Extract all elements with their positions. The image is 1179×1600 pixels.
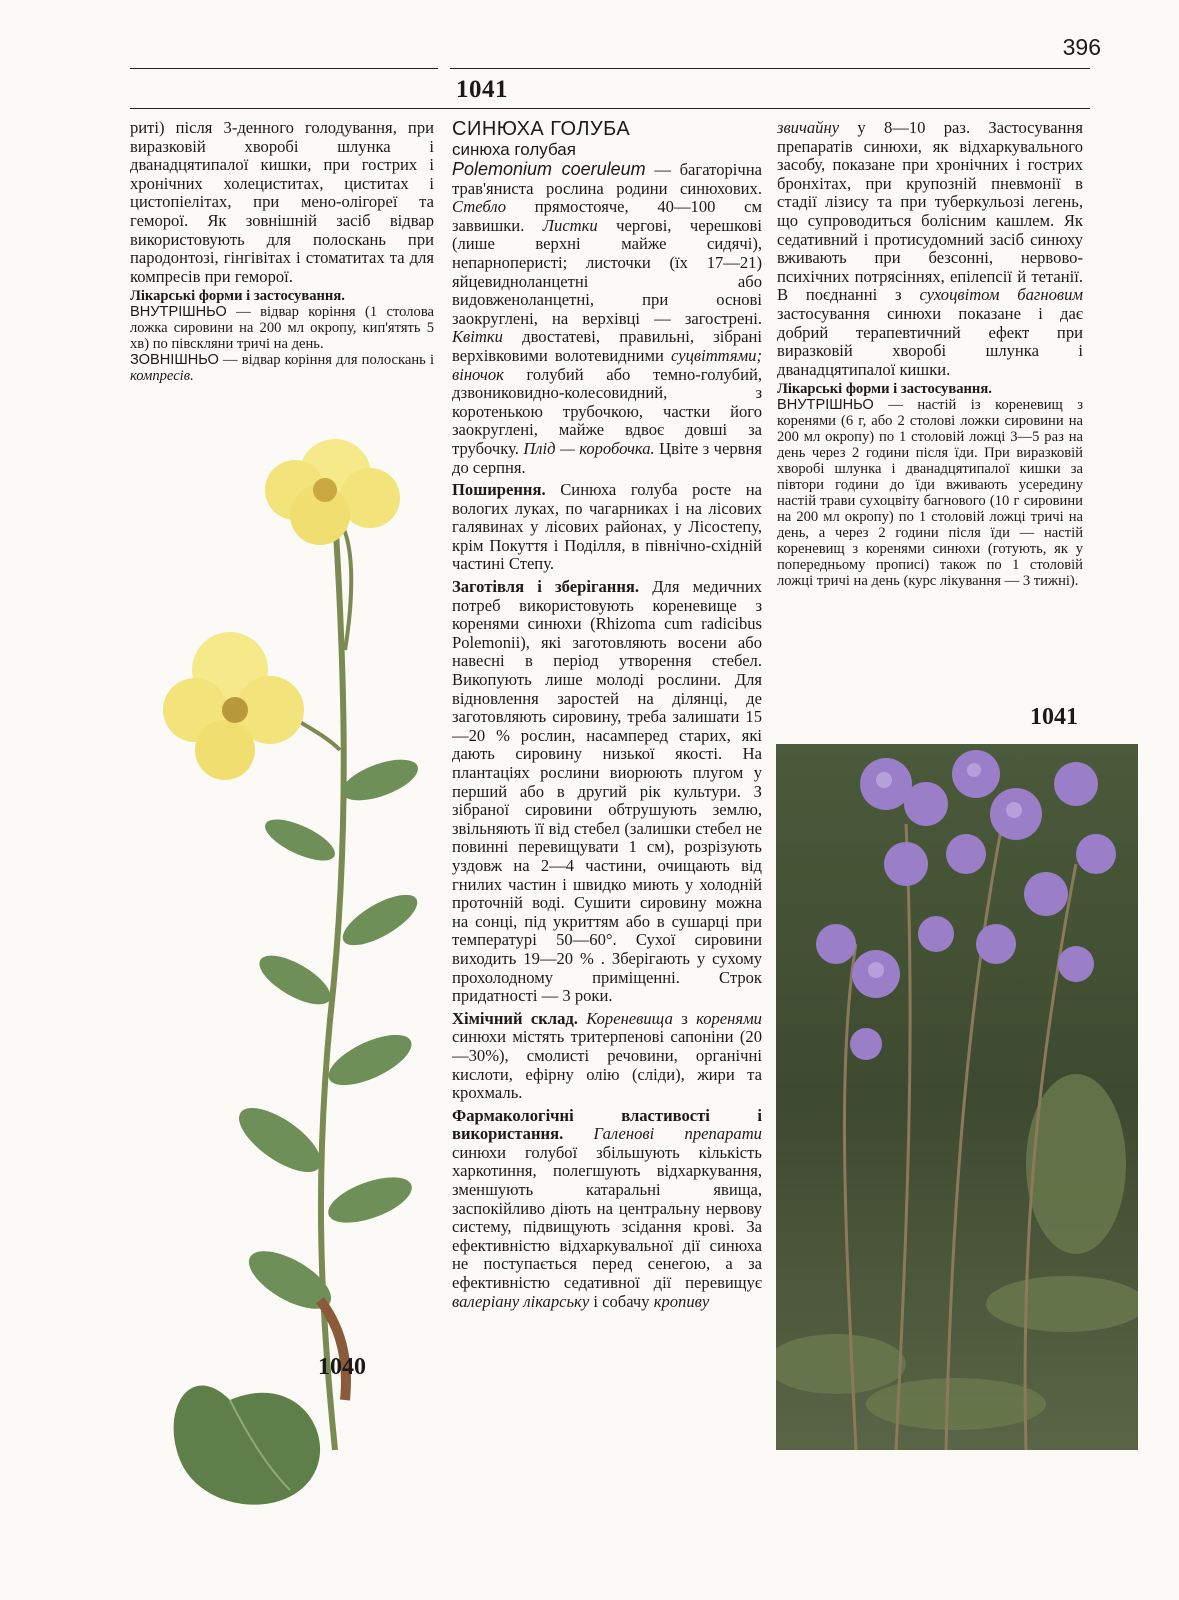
desc-part-4: двостатеві, правильні, зібрані верхівковими волотевидними <box>452 327 762 365</box>
distribution-section <box>452 481 762 574</box>
figure-label-1040: 1040 <box>318 1354 366 1380</box>
desc-part-3: чергові, черешкові (лише верхні майже сидячі), непарноперисті; листочки (їх 17—21) яйцевидноланцетні або видовженоланцетні, при основі заокруглені, на верхівці — загострені. <box>452 215 762 328</box>
violet-flower-photo <box>776 744 1138 1450</box>
pharma-text-1: синюхи голубої збільшують кількість харкотиння, полегшують відхаркування, зменшують катаральні явища, заспокійливо діють на центральну нервову систему, підвищують зсідання крові. За ефективністю відхаркувальної дії синюха не поступається перед сенегою, а за ефективністю седативної дії перевищує <box>452 1142 762 1293</box>
flowers-label: Квітки <box>452 327 503 347</box>
russian-name: синюха голубая <box>452 140 576 159</box>
flower-lower <box>163 632 304 780</box>
figure-label-1041: 1041 <box>1030 704 1078 730</box>
species-title: СИНЮХА ГОЛУБА <box>452 118 631 140</box>
desc-part-1: — багаторічна трав'яниста рослина родини синюхових. <box>452 160 762 198</box>
desc-part-2: прямостояче, 40—100 см заввишки. <box>452 197 762 235</box>
pharma-heading: Фармакологічні властивості і використання. <box>452 1105 762 1144</box>
yellow-flower-illustration <box>120 420 440 1540</box>
left-internal-text: — відвар коріння (1 столова ложка сировини на 200 мл окропу, кип'ятять 5 хв) по півскляни тричі на день. <box>130 304 434 353</box>
entry-rule <box>130 108 1090 109</box>
flower-upper <box>265 439 400 545</box>
harvest-section <box>452 578 762 1006</box>
left-external-label: ЗОВНІШНЬО <box>130 352 219 369</box>
left-external-italic: компресів. <box>130 368 194 385</box>
distribution-heading: Поширення. <box>452 480 546 500</box>
right-cont-text: у 8—10 раз. Застосування препаратів синюхи, як відхаркувального засобу, показане при хронічних і гострих бронхітах, при крупозній пневмонії в стадії лізису та при туберкульозі легень, що супроводиться болісним кашлем. Як седативний і протисудомний засіб синюху вживають при безсонні, нервово-психічних потрясіннях, епілепсії й тетанії. В поєднанні з <box>777 118 1083 305</box>
harvest-heading: Заготівля і зберігання. <box>452 577 640 597</box>
left-external-text: — відвар коріння для полоскань і <box>218 352 434 369</box>
right-internal <box>777 397 1083 589</box>
entry-number: 1041 <box>456 76 508 103</box>
leaves-label: Листки <box>542 215 598 235</box>
harvest-text: Для медичних потреб використовують кореневище з коренями синюхи (Rhizoma cum radicibus Polemonii), які заготовляють восени або навесні в період утворення стебел. Викопують лише молоді рослини. Для відновлення заростей на ділянці, де заготовляють сировину, треба залишати 15—20 % рослин, насамперед старих, які дають сировину низької якості. На плантаціях рослини виорюють плугом у перший або в другий рік культури. З зібраної сировини обтрушують землю, звільняють її від стебел (залишки стебел не повинні перевищувати 1 см), розрізують уздовж на 2—4 частини, очищають від гнилих частин і швидко миють у холодній проточній воді. Сушити сировину можна на сонці, під укриттям або в сушарці при температурі 50—60°. Сухої сировини виходить 19—20 % . Зберігають у сухому прохолодному приміщенні. Строк придатності — 3 роки. <box>452 577 763 1006</box>
middle-column <box>452 118 762 1311</box>
desc-part-5: голубий або темно-голубий, дзвониковидно-колесовидний, з коротенькою трубочкою, частки його заокруглені, майже вдвоє довші за трубочку. <box>452 364 762 458</box>
right-column <box>777 119 1083 589</box>
right-internal-text: — настій із кореневищ з коренями (6 г, або 2 столові ложки сировини на 200 мл окропу) по 1 столовій ложці 3—5 раз на день через 2 години після їди. При виразковій хворобі шлунка і дванадцятипалої кишки за півтори години до їди вживають усередину настій трави сухоцвіту багнового (10 г сировини на 200 мл окропу) по 1 столовій ложці тричі на день, а через 2 години після їди — настій кореневищ з коренями синюхи (готують, як у попередньому прописі) також по 1 столовій ложці тричі на день (курс лікування — 3 тижні). <box>777 397 1083 590</box>
desc-part-6: Цвіте з червня до серпня. <box>452 438 762 477</box>
description <box>452 159 762 477</box>
stem-label: Стебло <box>452 197 507 217</box>
left-continuation: риті) після 3-денного голодування, при виразковій хворобі шлунка і дванадцятипалої кишки, при гострих і хронічних холециститах, циститах і цистопіелітах, при мено-олігореї та геморої. Як зовнішній засіб відвар використовують для полоскань при пародонтозі, гінгівітах і стоматитах та для компресів при геморої. <box>130 118 434 286</box>
top-rule-right <box>450 68 1090 69</box>
left-internal <box>130 304 434 352</box>
right-combo-italic: сухоцвітом багновим <box>919 285 1083 305</box>
right-forms-heading: Лікарські форми і застосування. <box>777 381 992 398</box>
chem-italic-2: коренями <box>696 1008 762 1028</box>
right-cont-italic: звичайну <box>777 118 840 137</box>
left-column <box>130 119 434 384</box>
top-rule-left <box>130 68 438 69</box>
pharma-italic-2: валеріану лікарську <box>452 1291 590 1311</box>
pharma-italic-1: Галенові препарати <box>593 1124 762 1144</box>
right-internal-label: ВНУТРІШНЬО <box>777 397 874 414</box>
pharma-section <box>452 1107 762 1312</box>
pharma-italic-3: кропиву <box>653 1291 710 1311</box>
distribution-text: Синюха голуба росте на вологих луках, по чагарниках і на лісових галявинах у лісових районах, у Лісостепу, крім Покуття і Поділля, в північно-східній частині Степу. <box>452 480 762 574</box>
chem-text-2: синюхи містять тритерпенові сапоніни (20—30%), смолисті речовини, органічні кислоти, ефірну олію (сліди), жири та крохмаль. <box>452 1027 762 1103</box>
latin-name: Polemonium coeruleum <box>452 159 646 179</box>
left-internal-label: ВНУТРІШНЬО <box>130 304 227 321</box>
chemistry-heading: Хімічний склад. <box>452 1008 578 1028</box>
fruit-label: Плід — коробочка. <box>523 438 655 458</box>
right-combo-text: застосування синюхи показане і дає добрий терапевтичний ефект при виразковій хворобі шлунка і дванадцятипалої кишки. <box>777 303 1083 379</box>
chem-italic-1: Кореневища <box>586 1008 673 1028</box>
left-external <box>130 352 434 384</box>
page-number: 396 <box>1062 34 1101 60</box>
pharma-text-2: і собачу <box>589 1291 654 1311</box>
chem-text-1: з <box>672 1008 697 1028</box>
left-forms-heading: Лікарські форми і застосування. <box>130 288 345 305</box>
chemistry-section <box>452 1010 762 1103</box>
inflorescence-label: суцвіттями; віночок <box>452 345 762 384</box>
right-continuation <box>777 119 1083 379</box>
